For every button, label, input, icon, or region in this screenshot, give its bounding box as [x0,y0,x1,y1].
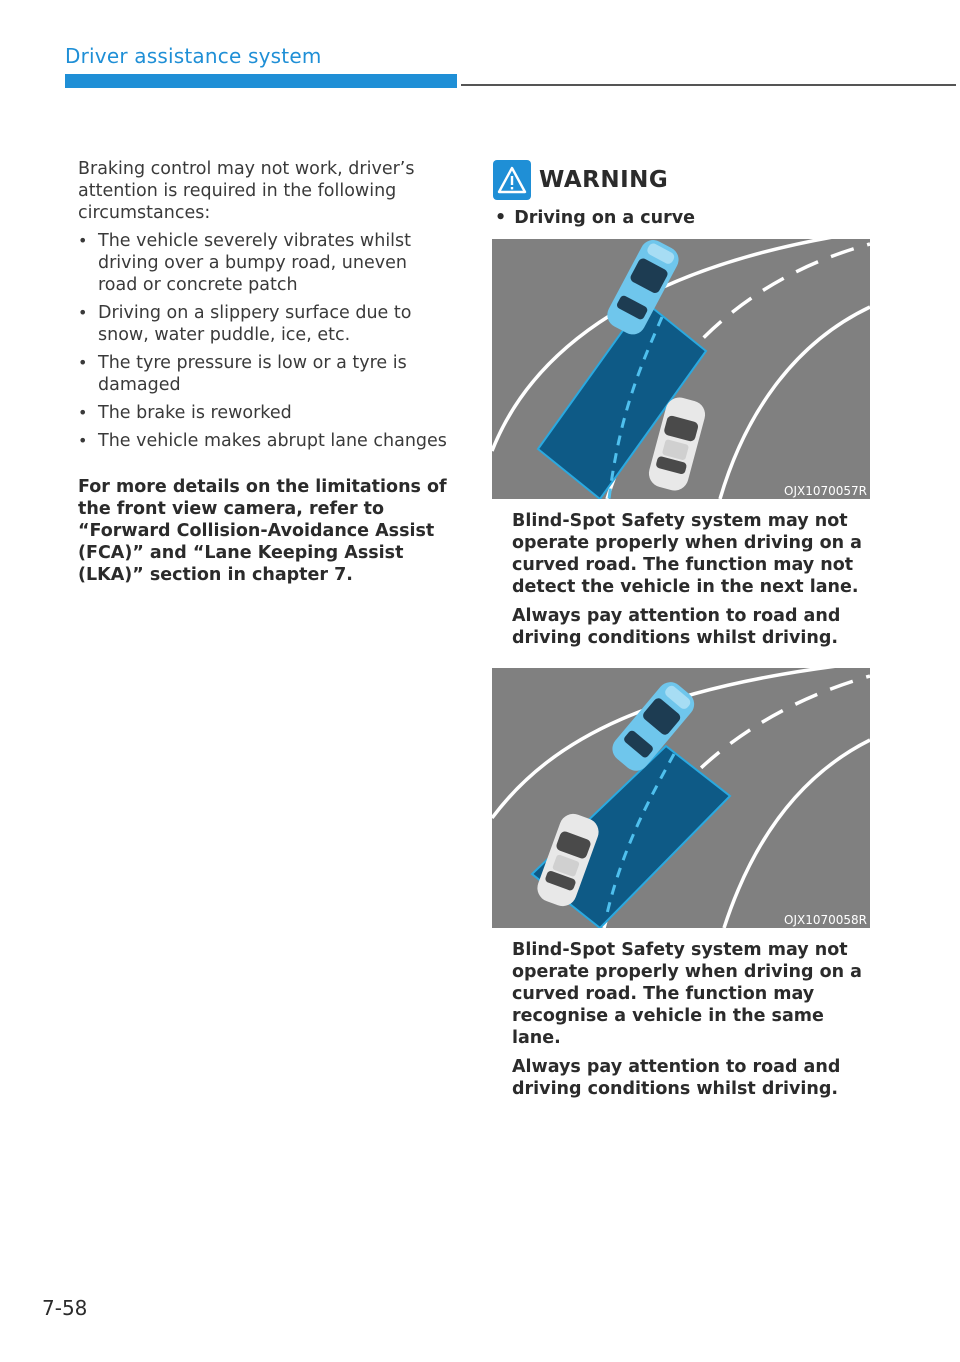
caption-text: Always pay attention to road and driving conditions whilst driving. [512,606,841,648]
list-item: • Driving on a slippery surface due to snow, water puddle, ice, etc. [78,302,450,346]
intro-text: Braking control may not work, driver’s attention is required in the following circumstances: [78,159,415,223]
reference-note: For more details on the limitations of the front view camera, refer to “Forward Collision-Avoidance Assist (FCA)” and “Lane Keeping Assist (LKA)” section in chapter 7. [78,477,447,585]
warning-triangle-icon [493,160,531,200]
page-number: 7-58 [42,1296,88,1320]
header-rule [461,84,956,86]
left-column [78,158,450,586]
caption-text: Blind-Spot Safety system may not operate properly when driving on a curved road. The function may not detect the vehicle in the next lane. [512,511,862,597]
figure-caption-2 [512,939,867,1107]
caption-text: Always pay attention to road and driving conditions whilst driving. [512,1057,841,1099]
warning-item-label: Driving on a curve [514,208,696,228]
warning-label: WARNING [539,167,669,193]
figure-code: OJX1070058R [784,913,867,927]
curve-illustration-1 [492,239,870,499]
circumstance-list [78,230,450,452]
list-item: • The brake is reworked [78,402,450,424]
section-title: Driver assistance system [65,44,322,68]
figure-caption-1 [512,510,867,656]
list-item: • The vehicle severely vibrates whilst driving over a bumpy road, uneven road or concrete patch [78,230,450,296]
bullet-dot: • [495,208,507,228]
warning-heading [493,158,668,202]
caption-text: Blind-Spot Safety system may not operate properly when driving on a curved road. The function may recognise a vehicle in the same lane. [512,940,862,1048]
warning-item [495,208,695,228]
curve-illustration-2 [492,668,870,928]
list-item: • The vehicle makes abrupt lane changes [78,430,450,452]
list-item: • The tyre pressure is low or a tyre is damaged [78,352,450,396]
figure-code: OJX1070057R [784,484,867,498]
header-rule-accent [65,74,457,88]
